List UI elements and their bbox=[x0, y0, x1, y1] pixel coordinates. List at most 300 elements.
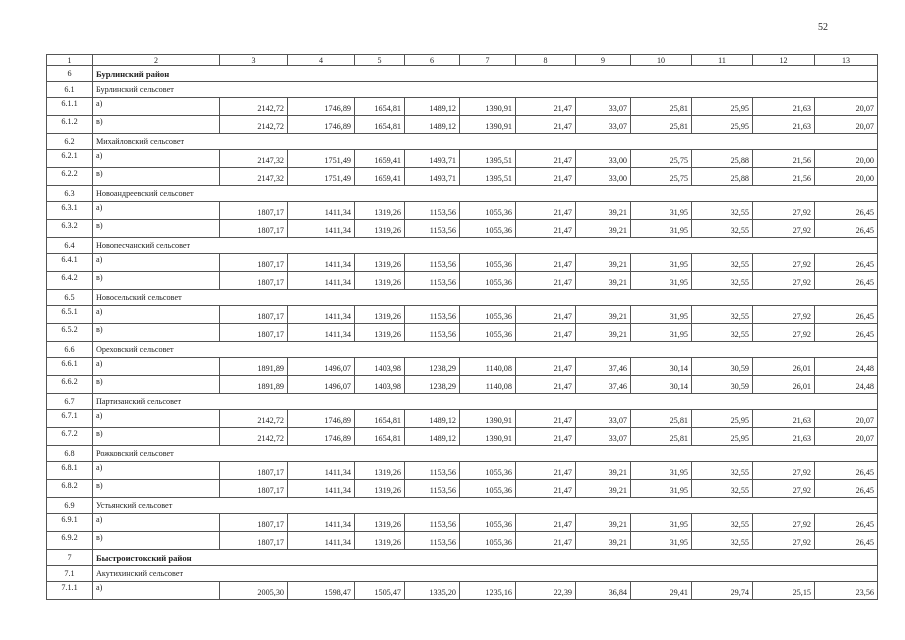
value-cell: 1319,26 bbox=[355, 324, 405, 342]
row-label: а) bbox=[93, 202, 220, 220]
value-cell: 1411,34 bbox=[288, 306, 355, 324]
value-cell: 2147,32 bbox=[220, 150, 288, 168]
row-code: 6.9 bbox=[47, 498, 93, 514]
row-label: а) bbox=[93, 358, 220, 376]
council-title: Акутихинский сельсовет bbox=[93, 566, 878, 582]
value-cell: 26,45 bbox=[815, 220, 878, 238]
value-cell: 1055,36 bbox=[460, 462, 516, 480]
value-cell: 39,21 bbox=[576, 272, 631, 290]
value-cell: 32,55 bbox=[692, 514, 753, 532]
value-cell: 39,21 bbox=[576, 514, 631, 532]
row-code: 6 bbox=[47, 66, 93, 82]
value-cell: 30,14 bbox=[631, 358, 692, 376]
value-cell: 1335,20 bbox=[405, 582, 460, 600]
value-cell: 32,55 bbox=[692, 480, 753, 498]
value-cell: 32,55 bbox=[692, 202, 753, 220]
value-cell: 27,92 bbox=[753, 514, 815, 532]
value-cell: 1891,89 bbox=[220, 358, 288, 376]
value-cell: 1489,12 bbox=[405, 410, 460, 428]
value-cell: 25,81 bbox=[631, 98, 692, 116]
row-code: 6.6 bbox=[47, 342, 93, 358]
district-title: Бурлинский район bbox=[93, 66, 878, 82]
value-cell: 25,81 bbox=[631, 428, 692, 446]
value-cell: 1153,56 bbox=[405, 220, 460, 238]
value-cell: 25,88 bbox=[692, 168, 753, 186]
value-cell: 21,47 bbox=[516, 168, 576, 186]
value-cell: 1493,71 bbox=[405, 150, 460, 168]
value-cell: 1411,34 bbox=[288, 532, 355, 550]
row-code: 6.4.2 bbox=[47, 272, 93, 290]
value-cell: 36,84 bbox=[576, 582, 631, 600]
value-cell: 26,45 bbox=[815, 462, 878, 480]
row-code: 6.4 bbox=[47, 238, 93, 254]
value-cell: 1403,98 bbox=[355, 376, 405, 394]
value-cell: 31,95 bbox=[631, 462, 692, 480]
value-cell: 39,21 bbox=[576, 532, 631, 550]
value-cell: 33,00 bbox=[576, 150, 631, 168]
row-code: 7.1.1 bbox=[47, 582, 93, 600]
value-cell: 1411,34 bbox=[288, 324, 355, 342]
row-code: 6.7.1 bbox=[47, 410, 93, 428]
row-label: в) bbox=[93, 116, 220, 134]
row-label: а) bbox=[93, 254, 220, 272]
value-cell: 27,92 bbox=[753, 462, 815, 480]
table-row bbox=[47, 358, 878, 376]
value-cell: 39,21 bbox=[576, 324, 631, 342]
value-cell: 25,95 bbox=[692, 410, 753, 428]
value-cell: 30,59 bbox=[692, 358, 753, 376]
value-cell: 1153,56 bbox=[405, 462, 460, 480]
value-cell: 2142,72 bbox=[220, 410, 288, 428]
council-title: Бурлинский сельсовет bbox=[93, 82, 878, 98]
value-cell: 1153,56 bbox=[405, 480, 460, 498]
value-cell: 21,47 bbox=[516, 220, 576, 238]
value-cell: 32,55 bbox=[692, 532, 753, 550]
value-cell: 1746,89 bbox=[288, 116, 355, 134]
value-cell: 26,45 bbox=[815, 306, 878, 324]
value-cell: 31,95 bbox=[631, 254, 692, 272]
council-title: Ореховский сельсовет bbox=[93, 342, 878, 358]
value-cell: 2142,72 bbox=[220, 98, 288, 116]
row-code: 7 bbox=[47, 550, 93, 566]
value-cell: 1055,36 bbox=[460, 514, 516, 532]
value-cell: 1496,07 bbox=[288, 376, 355, 394]
row-code: 6.3.1 bbox=[47, 202, 93, 220]
column-number-cell: 8 bbox=[516, 55, 576, 66]
value-cell: 1403,98 bbox=[355, 358, 405, 376]
value-cell: 21,47 bbox=[516, 254, 576, 272]
value-cell: 21,47 bbox=[516, 514, 576, 532]
value-cell: 1055,36 bbox=[460, 480, 516, 498]
value-cell: 32,55 bbox=[692, 254, 753, 272]
value-cell: 20,00 bbox=[815, 150, 878, 168]
value-cell: 21,47 bbox=[516, 116, 576, 134]
value-cell: 1153,56 bbox=[405, 532, 460, 550]
value-cell: 1746,89 bbox=[288, 428, 355, 446]
value-cell: 20,07 bbox=[815, 116, 878, 134]
table-row bbox=[47, 168, 878, 186]
council-row bbox=[47, 394, 878, 410]
council-row bbox=[47, 134, 878, 150]
row-code: 6.5.1 bbox=[47, 306, 93, 324]
value-cell: 1807,17 bbox=[220, 462, 288, 480]
value-cell: 32,55 bbox=[692, 306, 753, 324]
value-cell: 21,63 bbox=[753, 410, 815, 428]
value-cell: 39,21 bbox=[576, 202, 631, 220]
value-cell: 39,21 bbox=[576, 220, 631, 238]
value-cell: 21,47 bbox=[516, 428, 576, 446]
value-cell: 1055,36 bbox=[460, 306, 516, 324]
value-cell: 21,47 bbox=[516, 410, 576, 428]
value-cell: 1319,26 bbox=[355, 514, 405, 532]
value-cell: 1390,91 bbox=[460, 98, 516, 116]
value-cell: 1493,71 bbox=[405, 168, 460, 186]
value-cell: 1807,17 bbox=[220, 324, 288, 342]
value-cell: 30,59 bbox=[692, 376, 753, 394]
value-cell: 1598,47 bbox=[288, 582, 355, 600]
value-cell: 21,47 bbox=[516, 272, 576, 290]
column-number-row bbox=[47, 55, 878, 66]
value-cell: 27,92 bbox=[753, 202, 815, 220]
row-code: 6.5 bbox=[47, 290, 93, 306]
value-cell: 21,56 bbox=[753, 168, 815, 186]
council-title: Новосельский сельсовет bbox=[93, 290, 878, 306]
value-cell: 31,95 bbox=[631, 306, 692, 324]
value-cell: 1238,29 bbox=[405, 376, 460, 394]
value-cell: 27,92 bbox=[753, 220, 815, 238]
value-cell: 20,00 bbox=[815, 168, 878, 186]
value-cell: 24,48 bbox=[815, 358, 878, 376]
value-cell: 1891,89 bbox=[220, 376, 288, 394]
value-cell: 25,95 bbox=[692, 116, 753, 134]
council-row bbox=[47, 342, 878, 358]
value-cell: 25,88 bbox=[692, 150, 753, 168]
value-cell: 1659,41 bbox=[355, 150, 405, 168]
value-cell: 21,47 bbox=[516, 98, 576, 116]
value-cell: 20,07 bbox=[815, 98, 878, 116]
table-row bbox=[47, 480, 878, 498]
value-cell: 1395,51 bbox=[460, 168, 516, 186]
value-cell: 37,46 bbox=[576, 376, 631, 394]
value-cell: 25,15 bbox=[753, 582, 815, 600]
row-code: 6.6.2 bbox=[47, 376, 93, 394]
council-title: Рожковский сельсовет bbox=[93, 446, 878, 462]
table-row bbox=[47, 98, 878, 116]
value-cell: 1055,36 bbox=[460, 272, 516, 290]
value-cell: 21,47 bbox=[516, 532, 576, 550]
value-cell: 21,47 bbox=[516, 376, 576, 394]
value-cell: 1654,81 bbox=[355, 428, 405, 446]
column-number-cell: 11 bbox=[692, 55, 753, 66]
value-cell: 26,45 bbox=[815, 514, 878, 532]
value-cell: 1055,36 bbox=[460, 254, 516, 272]
value-cell: 21,47 bbox=[516, 306, 576, 324]
value-cell: 2005,30 bbox=[220, 582, 288, 600]
value-cell: 1319,26 bbox=[355, 254, 405, 272]
value-cell: 25,81 bbox=[631, 116, 692, 134]
value-cell: 2142,72 bbox=[220, 428, 288, 446]
value-cell: 1807,17 bbox=[220, 480, 288, 498]
row-code: 6.1.1 bbox=[47, 98, 93, 116]
row-label: а) bbox=[93, 306, 220, 324]
value-cell: 27,92 bbox=[753, 306, 815, 324]
council-title: Новопесчанский сельсовет bbox=[93, 238, 878, 254]
value-cell: 1751,49 bbox=[288, 168, 355, 186]
row-label: а) bbox=[93, 410, 220, 428]
value-cell: 1746,89 bbox=[288, 98, 355, 116]
value-cell: 2147,32 bbox=[220, 168, 288, 186]
value-cell: 27,92 bbox=[753, 324, 815, 342]
value-cell: 1055,36 bbox=[460, 220, 516, 238]
value-cell: 37,46 bbox=[576, 358, 631, 376]
value-cell: 23,56 bbox=[815, 582, 878, 600]
value-cell: 1153,56 bbox=[405, 272, 460, 290]
value-cell: 25,75 bbox=[631, 168, 692, 186]
value-cell: 33,07 bbox=[576, 410, 631, 428]
value-cell: 26,45 bbox=[815, 272, 878, 290]
value-cell: 21,56 bbox=[753, 150, 815, 168]
row-code: 6.1.2 bbox=[47, 116, 93, 134]
row-code: 6.2 bbox=[47, 134, 93, 150]
value-cell: 1319,26 bbox=[355, 306, 405, 324]
column-number-cell: 2 bbox=[93, 55, 220, 66]
value-cell: 20,07 bbox=[815, 410, 878, 428]
value-cell: 1153,56 bbox=[405, 306, 460, 324]
value-cell: 25,81 bbox=[631, 410, 692, 428]
tariff-table bbox=[46, 54, 878, 600]
value-cell: 25,75 bbox=[631, 150, 692, 168]
value-cell: 1654,81 bbox=[355, 116, 405, 134]
value-cell: 27,92 bbox=[753, 532, 815, 550]
value-cell: 1140,08 bbox=[460, 376, 516, 394]
row-code: 7.1 bbox=[47, 566, 93, 582]
value-cell: 21,63 bbox=[753, 116, 815, 134]
row-label: а) bbox=[93, 514, 220, 532]
value-cell: 27,92 bbox=[753, 480, 815, 498]
value-cell: 21,47 bbox=[516, 358, 576, 376]
value-cell: 1153,56 bbox=[405, 324, 460, 342]
row-code: 6.4.1 bbox=[47, 254, 93, 272]
value-cell: 1411,34 bbox=[288, 254, 355, 272]
value-cell: 1319,26 bbox=[355, 532, 405, 550]
value-cell: 24,48 bbox=[815, 376, 878, 394]
value-cell: 1807,17 bbox=[220, 254, 288, 272]
column-number-cell: 9 bbox=[576, 55, 631, 66]
value-cell: 33,00 bbox=[576, 168, 631, 186]
council-title: Новоандреевский сельсовет bbox=[93, 186, 878, 202]
value-cell: 26,45 bbox=[815, 202, 878, 220]
value-cell: 21,47 bbox=[516, 202, 576, 220]
value-cell: 39,21 bbox=[576, 306, 631, 324]
value-cell: 1807,17 bbox=[220, 532, 288, 550]
table-body bbox=[47, 55, 878, 600]
value-cell: 1496,07 bbox=[288, 358, 355, 376]
value-cell: 31,95 bbox=[631, 514, 692, 532]
row-code: 6.7 bbox=[47, 394, 93, 410]
value-cell: 25,95 bbox=[692, 428, 753, 446]
column-number-cell: 1 bbox=[47, 55, 93, 66]
district-row bbox=[47, 550, 878, 566]
value-cell: 25,95 bbox=[692, 98, 753, 116]
value-cell: 1319,26 bbox=[355, 480, 405, 498]
table-row bbox=[47, 514, 878, 532]
row-code: 6.9.1 bbox=[47, 514, 93, 532]
column-number-cell: 10 bbox=[631, 55, 692, 66]
value-cell: 1319,26 bbox=[355, 202, 405, 220]
value-cell: 1411,34 bbox=[288, 272, 355, 290]
table-row bbox=[47, 410, 878, 428]
table-row bbox=[47, 532, 878, 550]
value-cell: 1235,16 bbox=[460, 582, 516, 600]
council-title: Михайловский сельсовет bbox=[93, 134, 878, 150]
row-code: 6.8.1 bbox=[47, 462, 93, 480]
value-cell: 26,01 bbox=[753, 376, 815, 394]
table-row bbox=[47, 582, 878, 600]
value-cell: 32,55 bbox=[692, 462, 753, 480]
council-title: Устьянский сельсовет bbox=[93, 498, 878, 514]
column-number-cell: 12 bbox=[753, 55, 815, 66]
value-cell: 1055,36 bbox=[460, 202, 516, 220]
value-cell: 1807,17 bbox=[220, 220, 288, 238]
table-row bbox=[47, 306, 878, 324]
value-cell: 33,07 bbox=[576, 116, 631, 134]
value-cell: 1505,47 bbox=[355, 582, 405, 600]
value-cell: 1055,36 bbox=[460, 324, 516, 342]
row-code: 6.3.2 bbox=[47, 220, 93, 238]
row-code: 6.8.2 bbox=[47, 480, 93, 498]
value-cell: 1659,41 bbox=[355, 168, 405, 186]
council-row bbox=[47, 186, 878, 202]
value-cell: 1319,26 bbox=[355, 272, 405, 290]
value-cell: 26,45 bbox=[815, 532, 878, 550]
table-row bbox=[47, 272, 878, 290]
value-cell: 1654,81 bbox=[355, 410, 405, 428]
value-cell: 32,55 bbox=[692, 324, 753, 342]
value-cell: 1411,34 bbox=[288, 220, 355, 238]
row-label: в) bbox=[93, 272, 220, 290]
value-cell: 33,07 bbox=[576, 98, 631, 116]
council-row bbox=[47, 446, 878, 462]
value-cell: 32,55 bbox=[692, 220, 753, 238]
council-row bbox=[47, 566, 878, 582]
row-label: в) bbox=[93, 532, 220, 550]
council-title: Партизанский сельсовет bbox=[93, 394, 878, 410]
row-label: в) bbox=[93, 324, 220, 342]
column-number-cell: 7 bbox=[460, 55, 516, 66]
value-cell: 27,92 bbox=[753, 254, 815, 272]
column-number-cell: 6 bbox=[405, 55, 460, 66]
value-cell: 39,21 bbox=[576, 254, 631, 272]
table-row bbox=[47, 116, 878, 134]
value-cell: 1807,17 bbox=[220, 514, 288, 532]
value-cell: 31,95 bbox=[631, 220, 692, 238]
value-cell: 1751,49 bbox=[288, 150, 355, 168]
row-code: 6.6.1 bbox=[47, 358, 93, 376]
value-cell: 1807,17 bbox=[220, 306, 288, 324]
value-cell: 1746,89 bbox=[288, 410, 355, 428]
row-label: в) bbox=[93, 168, 220, 186]
value-cell: 31,95 bbox=[631, 480, 692, 498]
value-cell: 29,74 bbox=[692, 582, 753, 600]
value-cell: 1807,17 bbox=[220, 272, 288, 290]
value-cell: 21,63 bbox=[753, 98, 815, 116]
table-row bbox=[47, 324, 878, 342]
table-row bbox=[47, 220, 878, 238]
value-cell: 26,45 bbox=[815, 480, 878, 498]
value-cell: 1153,56 bbox=[405, 254, 460, 272]
value-cell: 1319,26 bbox=[355, 220, 405, 238]
district-row bbox=[47, 66, 878, 82]
value-cell: 1489,12 bbox=[405, 116, 460, 134]
table-row bbox=[47, 254, 878, 272]
value-cell: 1411,34 bbox=[288, 480, 355, 498]
council-row bbox=[47, 238, 878, 254]
value-cell: 22,39 bbox=[516, 582, 576, 600]
value-cell: 1654,81 bbox=[355, 98, 405, 116]
row-label: в) bbox=[93, 376, 220, 394]
page-number: 52 bbox=[818, 22, 828, 33]
value-cell: 26,45 bbox=[815, 324, 878, 342]
row-code: 6.7.2 bbox=[47, 428, 93, 446]
value-cell: 21,47 bbox=[516, 480, 576, 498]
value-cell: 1411,34 bbox=[288, 202, 355, 220]
table-row bbox=[47, 376, 878, 394]
row-code: 6.3 bbox=[47, 186, 93, 202]
value-cell: 39,21 bbox=[576, 462, 631, 480]
value-cell: 21,63 bbox=[753, 428, 815, 446]
value-cell: 20,07 bbox=[815, 428, 878, 446]
table-row bbox=[47, 428, 878, 446]
value-cell: 30,14 bbox=[631, 376, 692, 394]
value-cell: 32,55 bbox=[692, 272, 753, 290]
value-cell: 31,95 bbox=[631, 202, 692, 220]
value-cell: 27,92 bbox=[753, 272, 815, 290]
value-cell: 1390,91 bbox=[460, 428, 516, 446]
row-label: в) bbox=[93, 480, 220, 498]
value-cell: 2142,72 bbox=[220, 116, 288, 134]
row-code: 6.2.2 bbox=[47, 168, 93, 186]
value-cell: 26,01 bbox=[753, 358, 815, 376]
value-cell: 1153,56 bbox=[405, 202, 460, 220]
row-code: 6.2.1 bbox=[47, 150, 93, 168]
table-row bbox=[47, 150, 878, 168]
value-cell: 39,21 bbox=[576, 480, 631, 498]
value-cell: 1411,34 bbox=[288, 514, 355, 532]
value-cell: 1140,08 bbox=[460, 358, 516, 376]
value-cell: 31,95 bbox=[631, 532, 692, 550]
value-cell: 29,41 bbox=[631, 582, 692, 600]
value-cell: 1489,12 bbox=[405, 428, 460, 446]
council-row bbox=[47, 290, 878, 306]
council-row bbox=[47, 82, 878, 98]
row-label: а) bbox=[93, 98, 220, 116]
value-cell: 21,47 bbox=[516, 324, 576, 342]
value-cell: 31,95 bbox=[631, 324, 692, 342]
value-cell: 1489,12 bbox=[405, 98, 460, 116]
value-cell: 1411,34 bbox=[288, 462, 355, 480]
value-cell: 1390,91 bbox=[460, 116, 516, 134]
column-number-cell: 5 bbox=[355, 55, 405, 66]
value-cell: 1807,17 bbox=[220, 202, 288, 220]
value-cell: 26,45 bbox=[815, 254, 878, 272]
value-cell: 1319,26 bbox=[355, 462, 405, 480]
column-number-cell: 3 bbox=[220, 55, 288, 66]
row-code: 6.1 bbox=[47, 82, 93, 98]
value-cell: 1390,91 bbox=[460, 410, 516, 428]
row-code: 6.8 bbox=[47, 446, 93, 462]
value-cell: 1055,36 bbox=[460, 532, 516, 550]
value-cell: 1153,56 bbox=[405, 514, 460, 532]
